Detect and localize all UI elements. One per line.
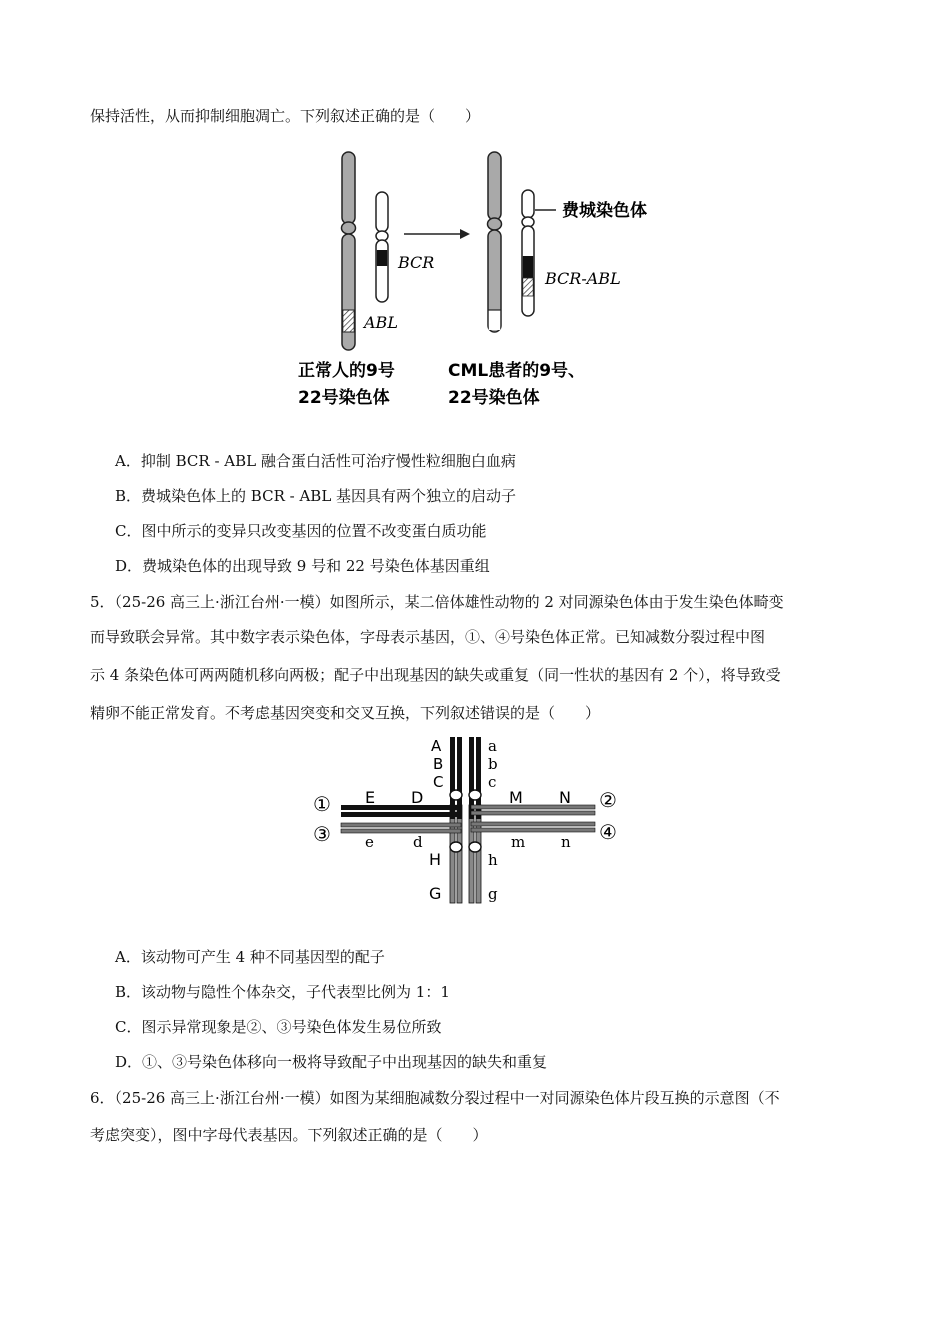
gene-d: d xyxy=(413,833,423,851)
gene-b: b xyxy=(488,755,498,773)
q5-option-a[interactable]: A．该动物可产生 4 种不同基因型的配子 xyxy=(115,948,385,966)
gene-E: E xyxy=(365,788,376,807)
label-philadelphia: 费城染色体 xyxy=(562,201,647,221)
q5-option-d[interactable]: D．①、③号染色体移向一极将导致配子中出现基因的缺失和重复 xyxy=(115,1053,548,1071)
gene-H: H xyxy=(429,850,442,869)
gene-G: G xyxy=(429,884,442,903)
gene-h: h xyxy=(488,851,498,869)
chromosome-number-3: ③ xyxy=(313,822,331,846)
caption-left-line2: 22号染色体 xyxy=(298,388,390,408)
chromosome-9-cml xyxy=(488,152,502,332)
q4-stem-tail: 保持活性，从而抑制细胞凋亡。下列叙述正确的是（ ） xyxy=(90,107,481,125)
vertical-chromosomes xyxy=(450,737,481,903)
q5-stem-line4: 精卵不能正常发育。不考虑基因突变和交叉互换，下列叙述错误的是（ ） xyxy=(90,704,601,722)
q4-option-a[interactable]: A．抑制 BCR - ABL 融合蛋白活性可治疗慢性粒细胞白血病 xyxy=(115,452,516,470)
caption-right-line2: 22号染色体 xyxy=(448,388,540,408)
q5-stem-line2: 而导致联会异常。其中数字表示染色体，字母表示基因，①、④号染色体正常。已知减数分裂过程中图 xyxy=(90,628,766,646)
chromosome-9-normal xyxy=(342,152,356,350)
gene-m: m xyxy=(511,833,526,851)
q4-option-c[interactable]: C．图中所示的变异只改变基因的位置不改变蛋白质功能 xyxy=(115,522,487,540)
gene-e: e xyxy=(365,833,374,851)
philadelphia-chromosome xyxy=(522,190,534,316)
q4-option-d[interactable]: D．费城染色体的出现导致 9 号和 22 号染色体基因重组 xyxy=(115,557,490,575)
gene-B: B xyxy=(433,755,444,773)
q5-stem-line1: 5．（25-26 高三上·浙江台州·一模）如图所示，某二倍体雄性动物的 2 对同源染色体由于发生染色体畸变 xyxy=(90,593,784,611)
q5-stem-line3: 示 4 条染色体可两两随机移向两极；配子中出现基因的缺失或重复（同一性状的基因有 2 个），将导致受 xyxy=(90,666,781,684)
chromosome-22-normal xyxy=(376,192,388,302)
label-abl: ABL xyxy=(364,313,398,332)
q4-option-b[interactable]: B．费城染色体上的 BCR - ABL 基因具有两个独立的启动子 xyxy=(115,487,517,505)
synapsis-cross-figure xyxy=(305,735,635,910)
chromosome-translocation-figure xyxy=(290,148,650,413)
label-bcr: BCR xyxy=(398,253,435,272)
gene-n: n xyxy=(561,833,571,851)
gene-N: N xyxy=(559,788,571,807)
gene-C: C xyxy=(433,773,444,791)
arrow-icon xyxy=(404,229,470,239)
gene-D: D xyxy=(411,788,424,807)
gene-A: A xyxy=(431,737,442,755)
q5-option-c[interactable]: C．图示异常现象是②、③号染色体发生易位所致 xyxy=(115,1018,442,1036)
q5-option-b[interactable]: B．该动物与隐性个体杂交，子代表型比例为 1：1 xyxy=(115,983,450,1001)
chromosome-number-2: ② xyxy=(599,788,617,812)
chromosome-number-1: ① xyxy=(313,792,331,816)
horizontal-chromosomes xyxy=(341,805,595,833)
chromosome-number-4: ④ xyxy=(599,820,617,844)
gene-a: a xyxy=(488,737,497,755)
caption-right-line1: CML患者的9号、 xyxy=(448,361,586,381)
label-bcr-abl: BCR-ABL xyxy=(545,269,621,288)
gene-M: M xyxy=(509,788,523,807)
q6-stem-line1: 6．（25-26 高三上·浙江台州·一模）如图为某细胞减数分裂过程中一对同源染色体片段互换的示意图（不 xyxy=(90,1089,780,1107)
gene-g: g xyxy=(488,885,498,903)
q6-stem-line2: 考虑突变），图中字母代表基因。下列叙述正确的是（ ） xyxy=(90,1126,488,1144)
gene-c: c xyxy=(488,773,497,791)
caption-left-line1: 正常人的9号 xyxy=(298,361,395,381)
